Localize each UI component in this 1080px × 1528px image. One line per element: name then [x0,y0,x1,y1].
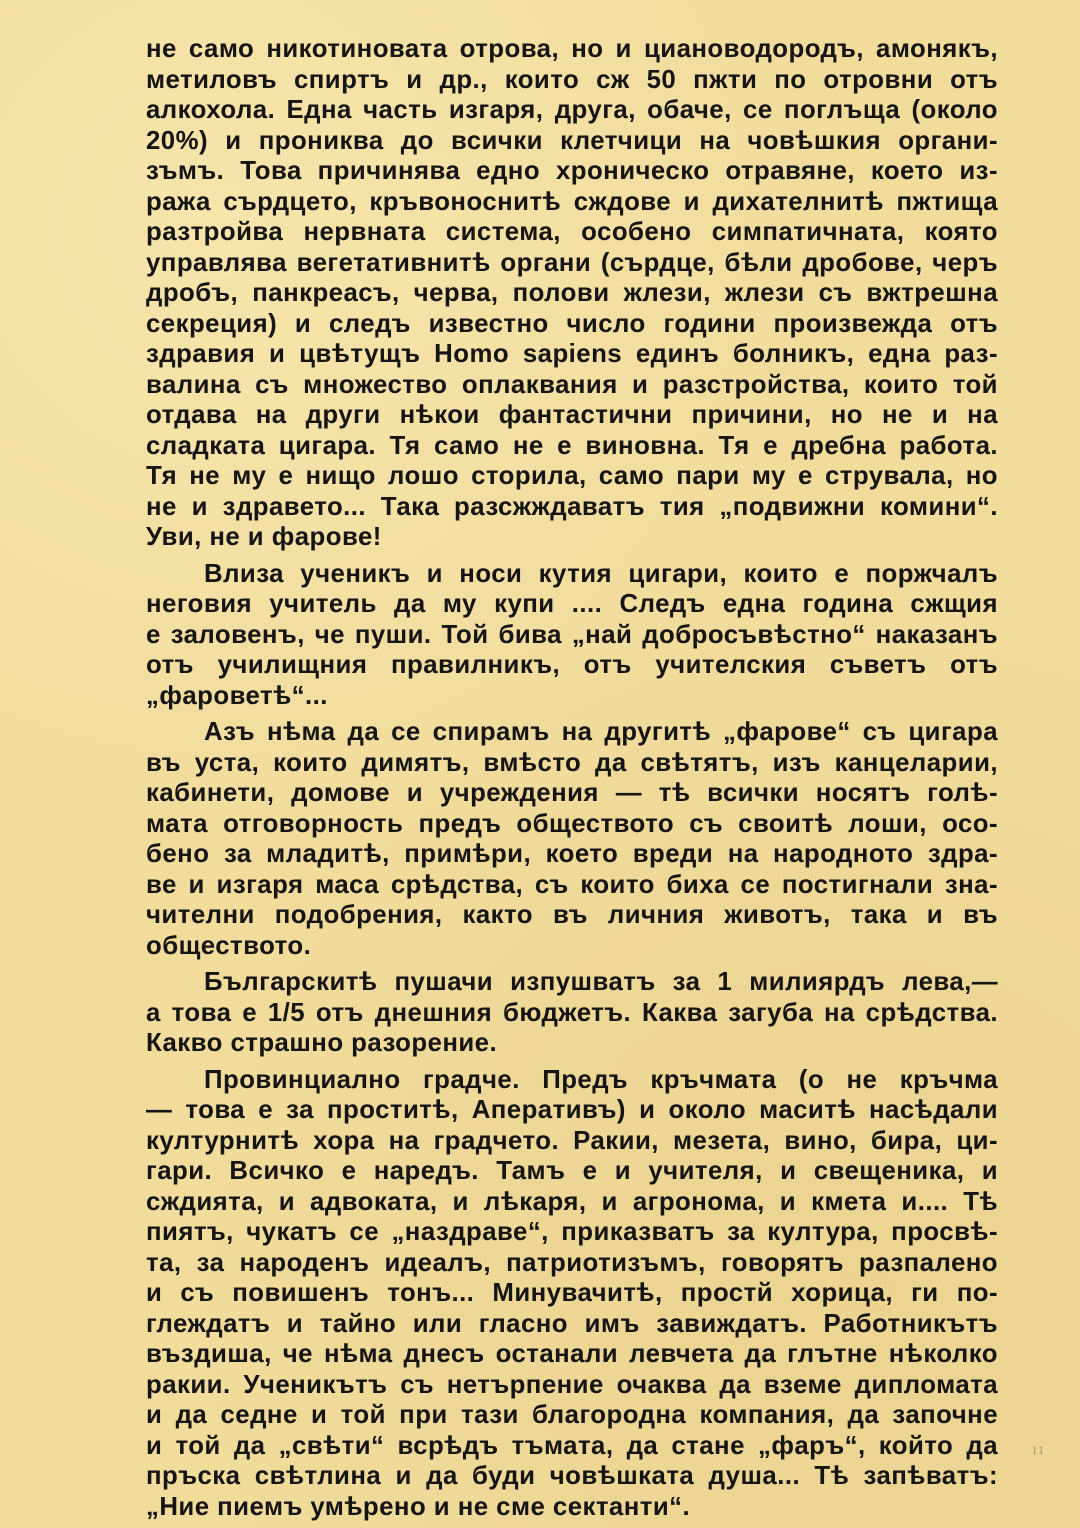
text-line: не и здравето... Така разсжждаватъ тия „подвижни комини“. [146,492,998,521]
text-line: кабинети, домове и учреждения — тѣ всички носятъ голѣ- [146,779,998,807]
text-line: Уви, не и фарове! [146,523,382,551]
text-line: отъ училищния правилникъ, отъ учителския съветъ отъ [146,651,998,679]
text-line: сладката цигара. Тя само не е виновна. Тя е дребна работа. [146,431,998,460]
text-line: обществото. [146,931,312,960]
page-text [146,34,998,1522]
text-line: сждията, и адвоката, и лѣкаря, и агронома, и кмета и.... Тѣ [146,1187,998,1216]
text-line: Влиза ученикъ и носи кутия цигари, които е поржчалъ [204,559,998,588]
text-line: Българскитѣ пушачи изпушватъ за 1 милиярдъ лева,— [204,968,998,996]
text-line: Тя не му е нищо лошо сторила, само пари му е струвала, но [146,462,998,490]
text-line: Какво страшно разорение. [146,1029,498,1057]
text-line: 20%) и прониква до всички клетчици на човѣшкия органи- [146,126,998,155]
text-line: секреция) и следъ известно число години произвежда отъ [146,309,998,338]
text-line: пръска свѣтлина и да буди човѣшката душа... Тѣ запѣватъ: [146,1462,998,1490]
text-line: метиловъ спиртъ и др., които сж 50 пжти по отровни отъ [146,65,998,94]
text-line: „фароветѣ“... [146,681,328,710]
text-line: мата отговорность предъ обществото съ своитѣ лоши, осо- [146,809,998,838]
text-line: не само никотиновата отрова, но и циановодородъ, амонякъ, [146,35,998,63]
paragraph-4 [146,967,998,1059]
text-line: разтройва нервната система, особено симпатичната, която [146,218,998,246]
text-line: и да седне и той при тази благородна компания, да започне [146,1401,998,1429]
text-line: чителни подобрения, както въ личния животъ, така и въ [146,901,998,929]
text-line: въ уста, които димятъ, вмѣсто да свѣтятъ, изъ канцеларии, [146,748,998,777]
text-line: въздиша, че нѣма днесъ останали левчета да глътне нѣколко [146,1340,998,1368]
text-line: и той да „свѣти“ всрѣдъ тъмата, да стане „фаръ“, който да [146,1431,998,1460]
text-line: Азъ нѣма да се спирамъ на другитѣ „фарове“ съ цигара [204,718,998,746]
text-line: и съ повишенъ тонъ... Минувачитѣ, простй хорица, ги по- [146,1279,998,1307]
text-line: пиятъ, чукатъ се „наздраве“, приказватъ за култура, просвѣ- [146,1218,998,1246]
text-line: неговия учитель да му купи .... Следъ една година сжщия [146,590,998,618]
text-line: а това е 1/5 отъ днешния бюджетъ. Каква загуба на срѣдства. [146,998,998,1027]
text-line: е заловенъ, че пуши. Той бива „най добросъвѣстно“ наказанъ [146,620,998,649]
paragraph-3 [146,717,998,961]
text-line: валина съ множество оплаквания и разстройства, които той [146,370,998,399]
text-line: глеждатъ и тайно или гласно имъ завиждатъ. Работникътъ [146,1309,998,1338]
text-line: гари. Всичко е наредъ. Тамъ е и учителя, и свещеника, и [146,1157,998,1185]
text-line: здравия и цвѣтущъ Homo sapiens единъ болникъ, една раз- [146,340,998,368]
text-line: ракии. Ученикътъ съ нетърпение очаква да вземе дипломата [146,1370,998,1399]
text-line: — това е за проститѣ, Аперативъ) и около маситѣ насѣдали [146,1096,998,1124]
text-line: дробъ, панкреасъ, черва, полови жлези, жлези съ вжтрешна [146,279,998,307]
text-line: зъмъ. Това причинява едно хроническо отравяне, което из- [146,157,998,185]
text-line: ве и изгаря маса срѣдства, съ които биха се постигнали зна- [146,870,998,899]
text-line: та, за народенъ идеалъ, патриотизъмъ, говорятъ разпалено [146,1248,998,1277]
paragraph-1 [146,34,998,553]
text-line: Провинциално градче. Предъ кръчмата (о не кръчма [204,1065,998,1094]
text-line: отдава на други нѣкои фантастични причини, но не и на [146,401,998,429]
page-number: 11 [1031,1443,1045,1457]
paragraph-2 [146,559,998,712]
text-line: ража сърдцето, кръвоноснитѣ сждове и дихателнитѣ пжтища [146,187,998,216]
text-line: бено за младитѣ, примѣри, което вреди на народното здра- [146,840,998,868]
text-line: алкохола. Една часть изгаря, друга, обаче, се поглъща (около [146,96,998,124]
text-line: културнитѣ хора на градчето. Ракии, мезета, вино, бира, ци- [146,1126,998,1155]
text-line: „Ние пиемъ умѣрено и не сме сектанти“. [146,1492,691,1521]
paragraph-5 [146,1065,998,1523]
text-line: управлява вегетативнитѣ органи (сърдце, бѣли дробове, черъ [146,248,998,277]
